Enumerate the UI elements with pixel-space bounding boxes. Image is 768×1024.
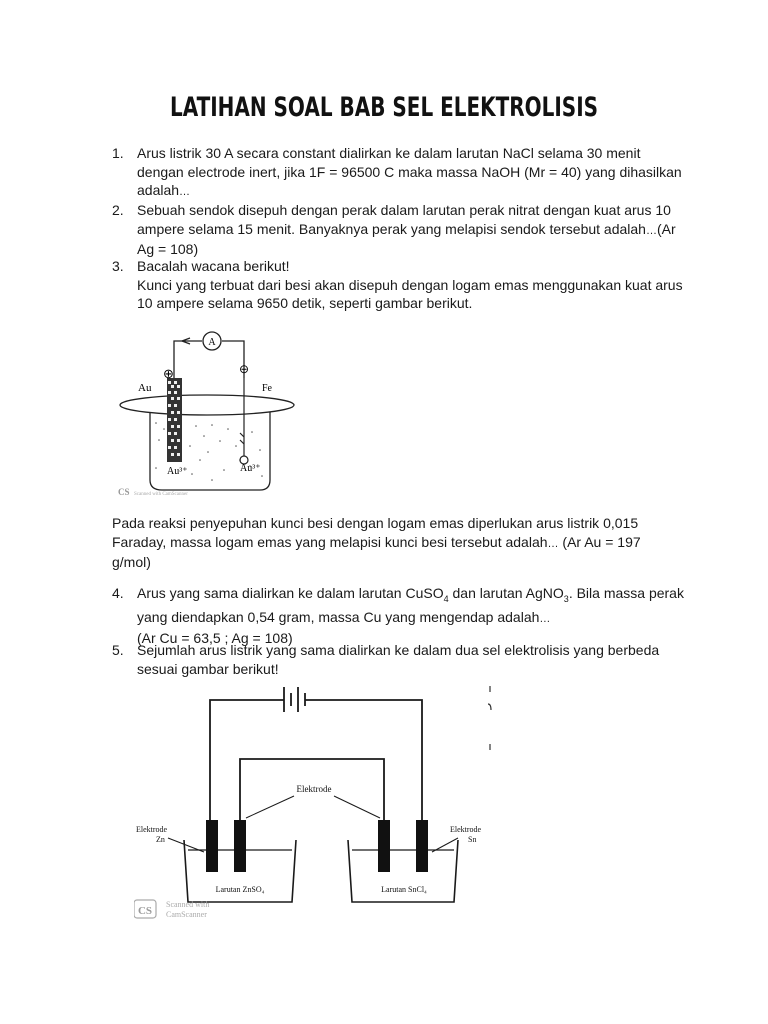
watermark-text: Scanned with CamScanner	[134, 492, 188, 497]
paragraph-line: g/mol)	[112, 554, 151, 570]
cathode-label: Fe	[262, 383, 272, 394]
question-text-line: yang diendapkan 0,54 gram, massa Cu yang mengendap adalah	[137, 609, 540, 626]
ellipsis: …	[547, 537, 559, 550]
question-text-line: dan larutan AgNO	[448, 585, 564, 601]
watermark-logo: CS	[118, 487, 130, 497]
question-text-line: ampere selama 15 menit. Banyaknya perak yang melapisi sendok tersebut adalah	[137, 220, 646, 237]
paragraph-line: (Ar Au = 197	[558, 533, 641, 550]
iron-key-cathode	[240, 378, 248, 464]
electrode	[378, 820, 390, 872]
ammeter-label: A	[208, 337, 216, 348]
question-text-line: adalah	[137, 182, 180, 198]
question-text-line: (Ar Cu = 63,5 ; Ag = 108)	[137, 629, 293, 646]
zn-electrode	[206, 820, 218, 872]
paragraph-line: Faraday, massa logam emas yang melapisi kunci besi tersebut adalah	[112, 533, 548, 550]
watermark-text: Scanned with	[166, 900, 210, 909]
electrode-label: Elektrode	[296, 784, 332, 794]
question-3-prompt	[112, 514, 672, 572]
question-number: 5.	[112, 642, 124, 658]
left-solution-label: Larutan ZnSO₄	[215, 885, 265, 894]
page-title: LATIHAN SOAL BAB SEL ELEKTROLISIS	[169, 92, 599, 123]
question-text-line: 10 ampere selama 9650 detik, seperti gambar berikut.	[137, 295, 473, 311]
subscript: 4	[443, 593, 449, 604]
watermark-text: CamScanner	[166, 910, 207, 919]
subscript: 3	[563, 593, 569, 604]
question-text-line: dengan electrode inert, jika 1F = 96500 C maka massa NaOH (Mr = 40) yang dihasilkan	[137, 163, 682, 180]
ellipsis: …	[645, 224, 657, 237]
right-electrode-metal: Sn	[468, 835, 477, 844]
question-text-line: sesuai gambar berikut!	[137, 660, 279, 677]
watermark-logo: CS	[137, 905, 153, 917]
negative-terminal: ⊖	[239, 362, 250, 376]
positive-terminal: ⊕	[163, 366, 174, 381]
ellipsis: …	[539, 613, 551, 626]
ion-label: Au³⁺	[240, 463, 261, 474]
question-text-line: Sejumlah arus listrik yang sama dialirkan ke dalam dua sel elektrolisis yang berbeda	[137, 642, 660, 658]
sn-electrode	[416, 820, 428, 872]
gold-plating-diagram	[112, 328, 302, 500]
series-cells-diagram	[134, 680, 494, 925]
question-text-line: . Bila massa perak	[568, 585, 684, 601]
question-number: 4.	[112, 585, 124, 601]
question-text-line: Bacalah wacana berikut!	[137, 258, 290, 274]
paragraph-line: Pada reaksi penyepuhan kunci besi dengan logam emas diperlukan arus listrik 0,015	[112, 515, 639, 531]
ellipsis: …	[179, 186, 191, 198]
question-text-line: Kunci yang terbuat dari besi akan disepuh dengan logam emas menggunakan kuat arus	[137, 276, 683, 293]
question-number: 2.	[112, 202, 124, 218]
question-text-line: Sebuah sendok disepuh dengan perak dalam larutan perak nitrat dengan kuat arus 10	[137, 202, 671, 218]
right-solution-label: Larutan SnCl₄	[381, 885, 427, 894]
question-text-line: Arus yang sama dialirkan ke dalam larutan CuSO	[137, 585, 444, 601]
right-electrode-label: Elektrode	[450, 825, 482, 834]
left-electrode-metal: Zn	[156, 835, 165, 844]
question-number: 3.	[112, 258, 124, 274]
electrode	[234, 820, 246, 872]
left-electrode-label: Elektrode	[136, 825, 168, 834]
anode-label: Au	[138, 382, 152, 394]
question-text-line: Ag = 108)	[137, 241, 199, 257]
question-text-line: Arus listrik 30 A secara constant dialirkan ke dalam larutan NaCl selama 30 menit	[137, 145, 641, 161]
question-text-line: (Ar	[656, 220, 676, 237]
ion-label: Au³⁺	[167, 466, 188, 477]
question-number: 1.	[112, 145, 124, 161]
